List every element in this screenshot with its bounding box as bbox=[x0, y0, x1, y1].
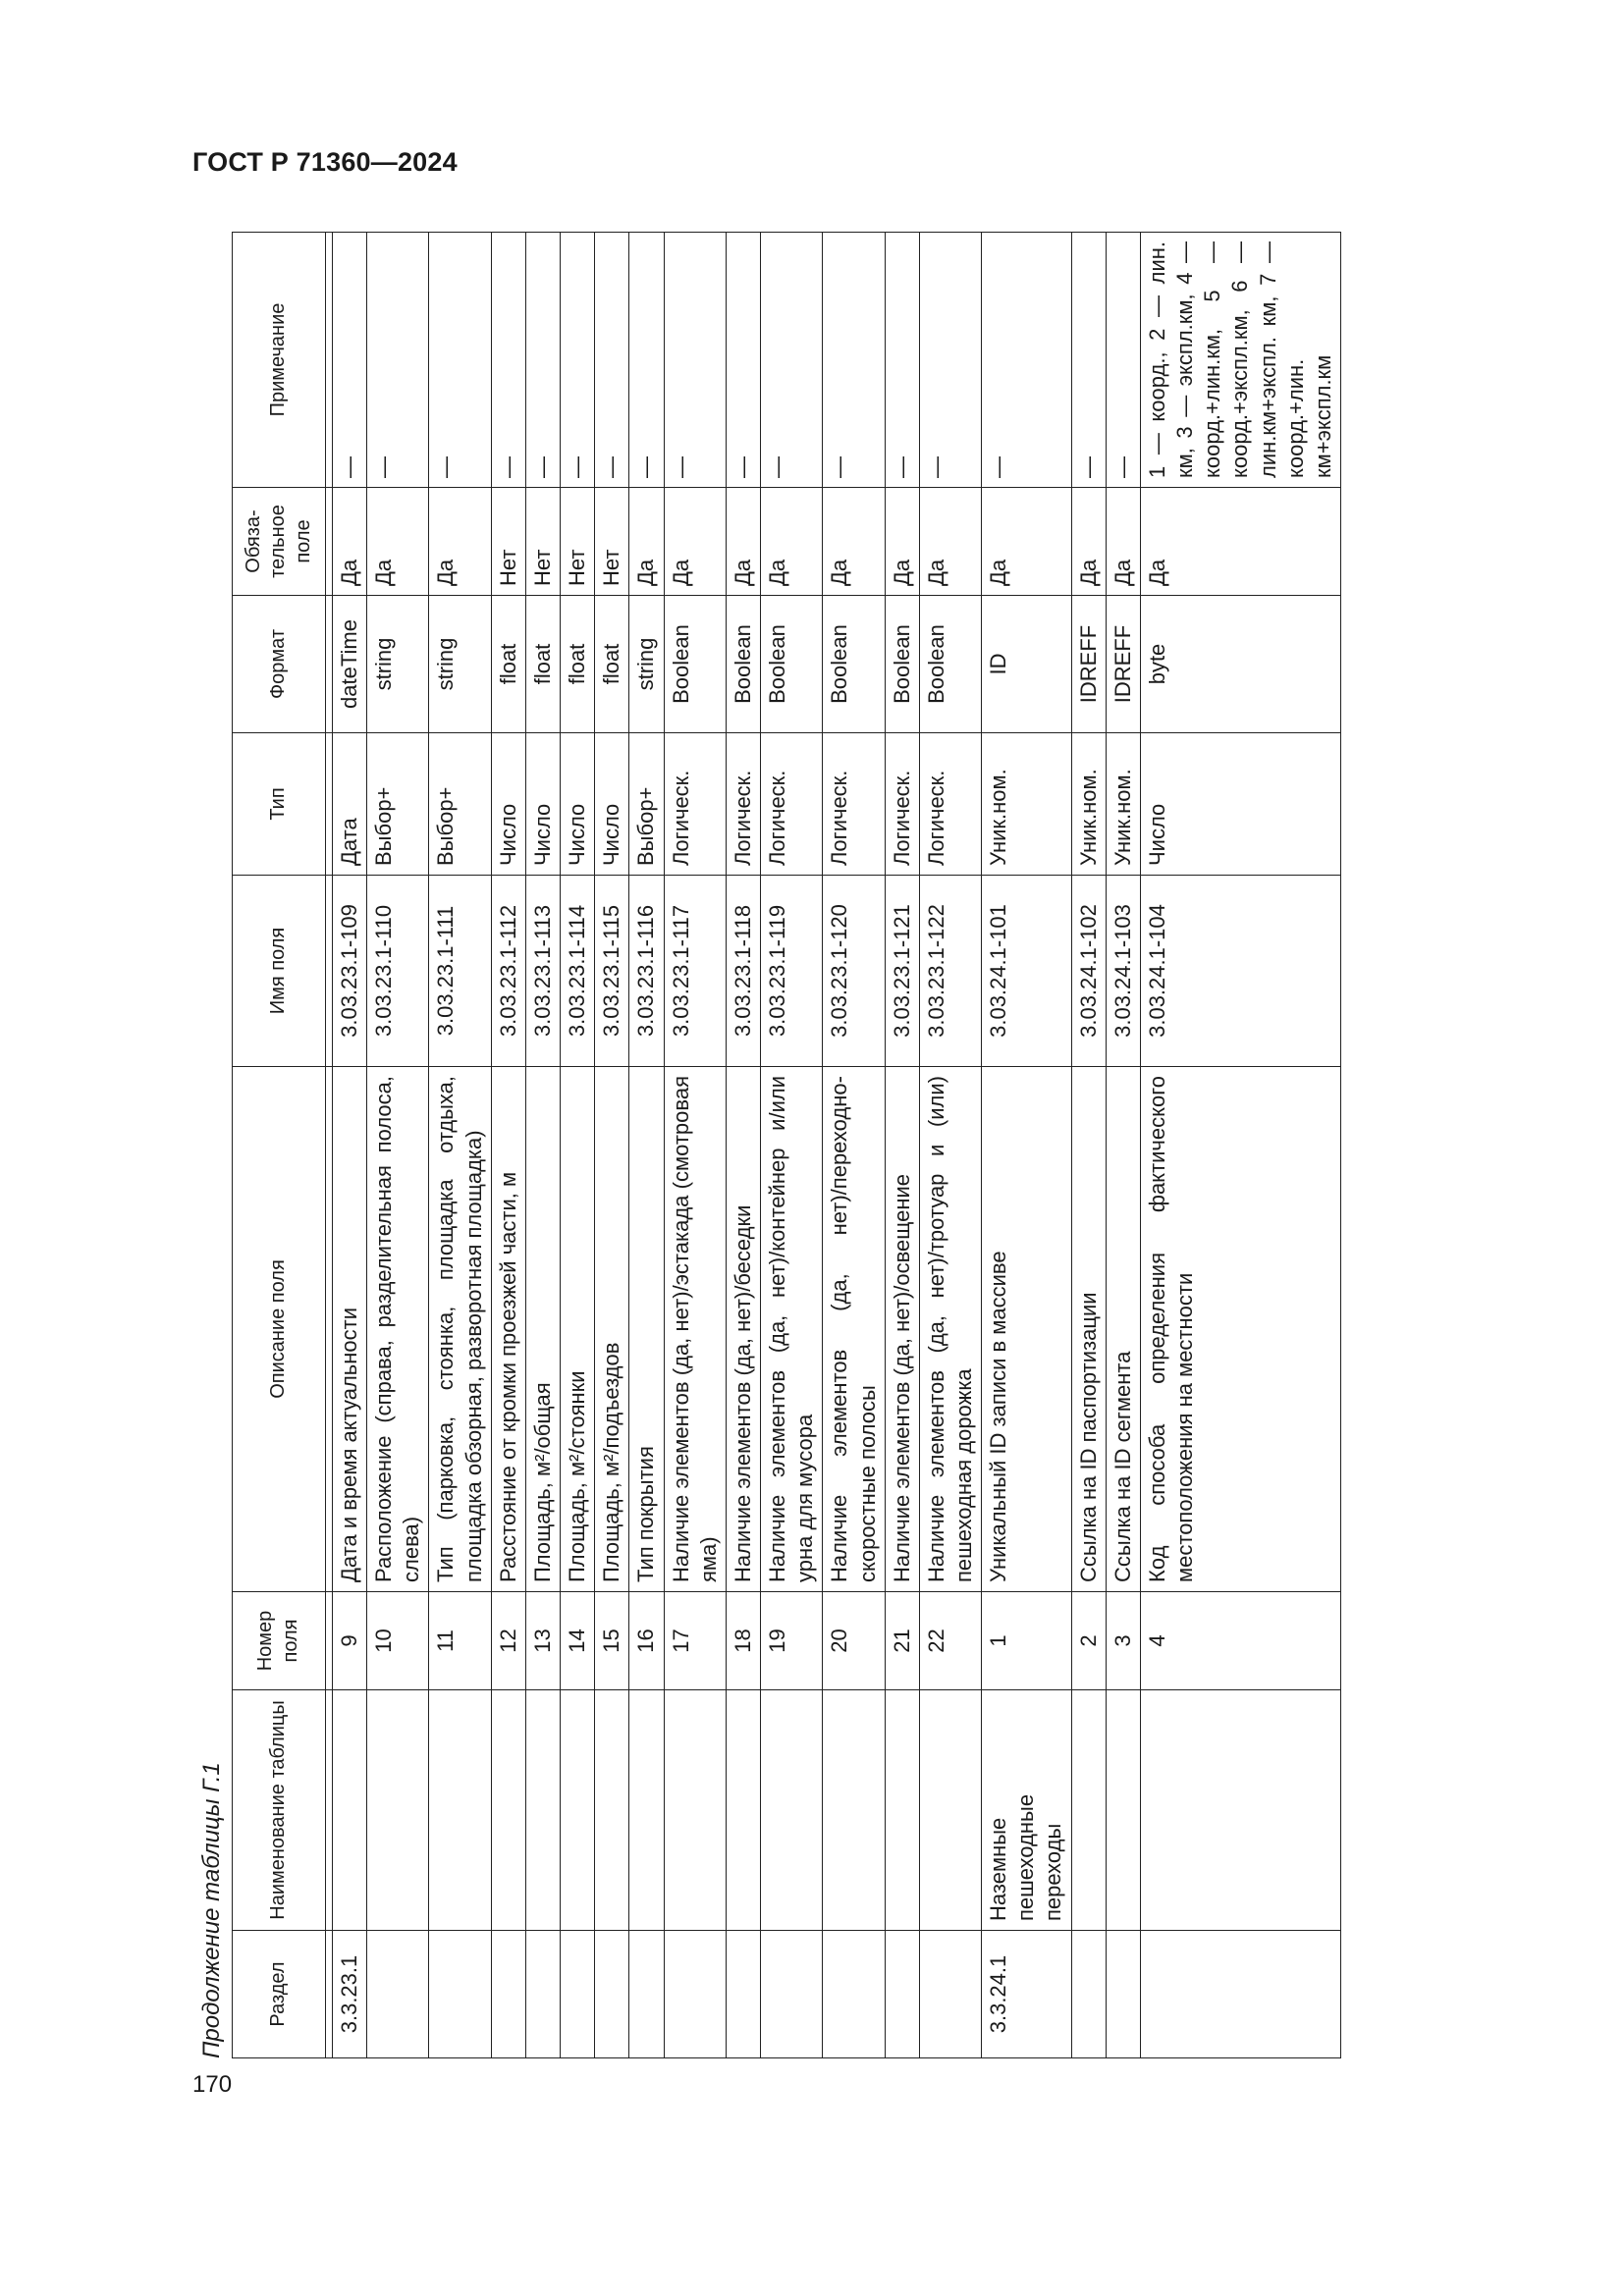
col-header-type: Тип bbox=[233, 733, 326, 876]
field-number-cell: 18 bbox=[726, 1592, 760, 1690]
description-cell: Площадь, м²/стоянки bbox=[561, 1067, 595, 1592]
required-cell: Да bbox=[367, 488, 429, 596]
field-number-cell: 16 bbox=[629, 1592, 664, 1690]
header-separator bbox=[326, 233, 333, 2058]
header-row bbox=[233, 233, 326, 2058]
table-row bbox=[1140, 233, 1340, 2058]
table-name-cell bbox=[561, 1690, 595, 1931]
page-number: 170 bbox=[192, 2071, 233, 2098]
field-number-cell: 10 bbox=[367, 1592, 429, 1690]
description-cell: Наличие элементов (да, нет)/переходно-скоростные полосы bbox=[823, 1067, 885, 1592]
field-number-cell: 17 bbox=[664, 1592, 726, 1690]
note-cell: — bbox=[491, 233, 525, 488]
type-cell: Логическ. bbox=[823, 733, 885, 876]
required-cell: Нет bbox=[561, 488, 595, 596]
description-cell: Площадь, м²/общая bbox=[525, 1067, 560, 1592]
description-cell: Код способа определения фактического местоположения на местности bbox=[1140, 1067, 1340, 1592]
required-cell: Да bbox=[726, 488, 760, 596]
field-number-cell: 11 bbox=[429, 1592, 491, 1690]
col-header-required: Обяза-тельное поле bbox=[233, 488, 326, 596]
description-cell: Расположение (справа, разделительная полоса, слева) bbox=[367, 1067, 429, 1592]
format-cell: float bbox=[491, 596, 525, 733]
type-cell: Логическ. bbox=[885, 733, 919, 876]
note-cell: — bbox=[726, 233, 760, 488]
table-row bbox=[491, 233, 525, 2058]
table-name-cell bbox=[525, 1690, 560, 1931]
table-name-cell bbox=[885, 1690, 919, 1931]
section-cell bbox=[367, 1931, 429, 2058]
field-name-cell: 3.03.23.1-112 bbox=[491, 876, 525, 1067]
format-cell: byte bbox=[1140, 596, 1340, 733]
section-cell bbox=[595, 1931, 629, 2058]
note-cell: — bbox=[367, 233, 429, 488]
table-name-cell bbox=[761, 1690, 823, 1931]
table-row bbox=[629, 233, 664, 2058]
format-cell: Boolean bbox=[919, 596, 981, 733]
field-number-cell: 21 bbox=[885, 1592, 919, 1690]
field-number-cell: 14 bbox=[561, 1592, 595, 1690]
required-cell: Нет bbox=[491, 488, 525, 596]
field-name-cell: 3.03.24.1-103 bbox=[1106, 876, 1140, 1067]
section-cell bbox=[664, 1931, 726, 2058]
separator-cell bbox=[326, 233, 333, 488]
col-header-section: Раздел bbox=[233, 1931, 326, 2058]
type-cell: Выбор+ bbox=[629, 733, 664, 876]
type-cell: Выбор+ bbox=[367, 733, 429, 876]
format-cell: Boolean bbox=[761, 596, 823, 733]
separator-cell bbox=[326, 1931, 333, 2058]
field-number-cell: 13 bbox=[525, 1592, 560, 1690]
separator-cell bbox=[326, 876, 333, 1067]
note-cell: — bbox=[885, 233, 919, 488]
field-number-cell: 3 bbox=[1106, 1592, 1140, 1690]
field-name-cell: 3.03.23.1-120 bbox=[823, 876, 885, 1067]
table-row bbox=[919, 233, 981, 2058]
field-number-cell: 4 bbox=[1140, 1592, 1340, 1690]
col-header-format: Формат bbox=[233, 596, 326, 733]
section-cell bbox=[823, 1931, 885, 2058]
required-cell: Нет bbox=[525, 488, 560, 596]
section-cell bbox=[1071, 1931, 1106, 2058]
format-cell: string bbox=[629, 596, 664, 733]
description-cell: Тип покрытия bbox=[629, 1067, 664, 1592]
field-number-cell: 12 bbox=[491, 1592, 525, 1690]
separator-cell bbox=[326, 488, 333, 596]
separator-cell bbox=[326, 596, 333, 733]
col-header-field-number: Номер поля bbox=[233, 1592, 326, 1690]
field-number-cell: 1 bbox=[982, 1592, 1071, 1690]
format-cell: string bbox=[367, 596, 429, 733]
format-cell: Boolean bbox=[823, 596, 885, 733]
table-row bbox=[367, 233, 429, 2058]
field-name-cell: 3.03.23.1-119 bbox=[761, 876, 823, 1067]
table-row bbox=[885, 233, 919, 2058]
table-name-cell bbox=[726, 1690, 760, 1931]
table-row bbox=[726, 233, 760, 2058]
field-name-cell: 3.03.23.1-117 bbox=[664, 876, 726, 1067]
required-cell: Да bbox=[1106, 488, 1140, 596]
note-cell: — bbox=[525, 233, 560, 488]
field-name-cell: 3.03.24.1-101 bbox=[982, 876, 1071, 1067]
type-cell: Выбор+ bbox=[429, 733, 491, 876]
document-code: ГОСТ Р 71360—2024 bbox=[192, 147, 458, 177]
format-cell: Boolean bbox=[885, 596, 919, 733]
description-cell: Уникальный ID записи в массиве bbox=[982, 1067, 1071, 1592]
format-cell: Boolean bbox=[726, 596, 760, 733]
format-cell: float bbox=[561, 596, 595, 733]
required-cell: Да bbox=[333, 488, 367, 596]
table-name-cell bbox=[1106, 1690, 1140, 1931]
note-cell: — bbox=[823, 233, 885, 488]
table-name-cell bbox=[595, 1690, 629, 1931]
table-row bbox=[333, 233, 367, 2058]
format-cell: float bbox=[595, 596, 629, 733]
note-cell: — bbox=[429, 233, 491, 488]
note-cell: 1 — коорд., 2 — лин. км, 3 — экспл.км, 4 — коорд.+лин.км, 5 — коорд.+экспл.км, 6 — лин.км+экспл. км, 7 — коорд.+лин. км+экспл.км bbox=[1140, 233, 1340, 488]
separator-cell bbox=[326, 1592, 333, 1690]
section-cell: 3.3.23.1 bbox=[333, 1931, 367, 2058]
type-cell: Дата bbox=[333, 733, 367, 876]
field-number-cell: 9 bbox=[333, 1592, 367, 1690]
type-cell: Число bbox=[595, 733, 629, 876]
note-cell: — bbox=[919, 233, 981, 488]
col-header-note: Примечание bbox=[233, 233, 326, 488]
required-cell: Да bbox=[429, 488, 491, 596]
type-cell: Число bbox=[525, 733, 560, 876]
description-cell: Наличие элементов (да, нет)/эстакада (смотровая яма) bbox=[664, 1067, 726, 1592]
required-cell: Да bbox=[761, 488, 823, 596]
field-name-cell: 3.03.23.1-115 bbox=[595, 876, 629, 1067]
format-cell: string bbox=[429, 596, 491, 733]
type-cell: Уник.ном. bbox=[1106, 733, 1140, 876]
table-name-cell bbox=[823, 1690, 885, 1931]
separator-cell bbox=[326, 1690, 333, 1931]
table-name-cell bbox=[629, 1690, 664, 1931]
note-cell: — bbox=[333, 233, 367, 488]
format-cell: dateTime bbox=[333, 596, 367, 733]
note-cell: — bbox=[761, 233, 823, 488]
field-name-cell: 3.03.23.1-121 bbox=[885, 876, 919, 1067]
required-cell: Да bbox=[919, 488, 981, 596]
table-name-cell bbox=[1071, 1690, 1106, 1931]
type-cell: Логическ. bbox=[664, 733, 726, 876]
separator-cell bbox=[326, 733, 333, 876]
format-cell: Boolean bbox=[664, 596, 726, 733]
field-number-cell: 22 bbox=[919, 1592, 981, 1690]
type-cell: Логическ. bbox=[761, 733, 823, 876]
field-name-cell: 3.03.24.1-102 bbox=[1071, 876, 1106, 1067]
description-cell: Ссылка на ID сегмента bbox=[1106, 1067, 1140, 1592]
note-cell: — bbox=[595, 233, 629, 488]
data-table bbox=[232, 232, 1341, 2058]
section-cell bbox=[726, 1931, 760, 2058]
field-name-cell: 3.03.23.1-111 bbox=[429, 876, 491, 1067]
format-cell: float bbox=[525, 596, 560, 733]
field-number-cell: 15 bbox=[595, 1592, 629, 1690]
type-cell: Уник.ном. bbox=[982, 733, 1071, 876]
table-row bbox=[429, 233, 491, 2058]
table-name-cell bbox=[429, 1690, 491, 1931]
table-row bbox=[982, 233, 1071, 2058]
col-header-field-name: Имя поля bbox=[233, 876, 326, 1067]
description-cell: Дата и время актуальности bbox=[333, 1067, 367, 1592]
description-cell: Наличие элементов (да, нет)/контейнер и/или урна для мусора bbox=[761, 1067, 823, 1592]
table-name-cell bbox=[664, 1690, 726, 1931]
table-row bbox=[664, 233, 726, 2058]
field-name-cell: 3.03.23.1-122 bbox=[919, 876, 981, 1067]
section-cell bbox=[429, 1931, 491, 2058]
field-number-cell: 19 bbox=[761, 1592, 823, 1690]
col-header-table-name: Наименование таблицы bbox=[233, 1690, 326, 1931]
required-cell: Да bbox=[823, 488, 885, 596]
description-cell: Тип (парковка, стоянка, площадка отдыха, площадка обзорная, разворотная площадка) bbox=[429, 1067, 491, 1592]
field-name-cell: 3.03.23.1-110 bbox=[367, 876, 429, 1067]
table-name-cell: Наземные пешеходные переходы bbox=[982, 1690, 1071, 1931]
required-cell: Да bbox=[1140, 488, 1340, 596]
type-cell: Число bbox=[491, 733, 525, 876]
section-cell bbox=[761, 1931, 823, 2058]
field-name-cell: 3.03.24.1-104 bbox=[1140, 876, 1340, 1067]
table-row bbox=[595, 233, 629, 2058]
description-cell: Расстояние от кромки проезжей части, м bbox=[491, 1067, 525, 1592]
table-row bbox=[1071, 233, 1106, 2058]
required-cell: Да bbox=[629, 488, 664, 596]
table-row bbox=[525, 233, 560, 2058]
required-cell: Да bbox=[1071, 488, 1106, 596]
table-name-cell bbox=[491, 1690, 525, 1931]
separator-cell bbox=[326, 1067, 333, 1592]
table-row bbox=[761, 233, 823, 2058]
type-cell: Число bbox=[1140, 733, 1340, 876]
note-cell: — bbox=[982, 233, 1071, 488]
format-cell: IDREFF bbox=[1106, 596, 1140, 733]
section-cell bbox=[525, 1931, 560, 2058]
table-row bbox=[561, 233, 595, 2058]
note-cell: — bbox=[664, 233, 726, 488]
type-cell: Уник.ном. bbox=[1071, 733, 1106, 876]
section-cell bbox=[561, 1931, 595, 2058]
required-cell: Да bbox=[885, 488, 919, 596]
type-cell: Число bbox=[561, 733, 595, 876]
table-name-cell bbox=[367, 1690, 429, 1931]
table-name-cell bbox=[1140, 1690, 1340, 1931]
section-cell bbox=[885, 1931, 919, 2058]
table-body bbox=[326, 233, 1341, 2058]
field-number-cell: 2 bbox=[1071, 1592, 1106, 1690]
type-cell: Логическ. bbox=[919, 733, 981, 876]
field-name-cell: 3.03.23.1-114 bbox=[561, 876, 595, 1067]
note-cell: — bbox=[1106, 233, 1140, 488]
field-number-cell: 20 bbox=[823, 1592, 885, 1690]
section-cell bbox=[1140, 1931, 1340, 2058]
section-cell bbox=[491, 1931, 525, 2058]
required-cell: Да bbox=[982, 488, 1071, 596]
col-header-description: Описание поля bbox=[233, 1067, 326, 1592]
field-name-cell: 3.03.23.1-118 bbox=[726, 876, 760, 1067]
description-cell: Наличие элементов (да, нет)/беседки bbox=[726, 1067, 760, 1592]
description-cell: Наличие элементов (да, нет)/освещение bbox=[885, 1067, 919, 1592]
type-cell: Логическ. bbox=[726, 733, 760, 876]
table-row bbox=[823, 233, 885, 2058]
description-cell: Наличие элементов (да, нет)/тротуар и (или) пешеходная дорожка bbox=[919, 1067, 981, 1592]
note-cell: — bbox=[1071, 233, 1106, 488]
table-name-cell bbox=[333, 1690, 367, 1931]
section-cell: 3.3.24.1 bbox=[982, 1931, 1071, 2058]
description-cell: Ссылка на ID паспортизации bbox=[1071, 1067, 1106, 1592]
table-name-cell bbox=[919, 1690, 981, 1931]
table-row bbox=[1106, 233, 1140, 2058]
format-cell: IDREFF bbox=[1071, 596, 1106, 733]
required-cell: Нет bbox=[595, 488, 629, 596]
format-cell: ID bbox=[982, 596, 1071, 733]
note-cell: — bbox=[561, 233, 595, 488]
required-cell: Да bbox=[664, 488, 726, 596]
section-cell bbox=[919, 1931, 981, 2058]
section-cell bbox=[1106, 1931, 1140, 2058]
table-caption: Продолжение таблицы Г.1 bbox=[198, 1762, 225, 2058]
rotated-table-area bbox=[192, 218, 1444, 2058]
description-cell: Площадь, м²/подъездов bbox=[595, 1067, 629, 1592]
field-name-cell: 3.03.23.1-116 bbox=[629, 876, 664, 1067]
field-name-cell: 3.03.23.1-109 bbox=[333, 876, 367, 1067]
note-cell: — bbox=[629, 233, 664, 488]
field-name-cell: 3.03.23.1-113 bbox=[525, 876, 560, 1067]
section-cell bbox=[629, 1931, 664, 2058]
